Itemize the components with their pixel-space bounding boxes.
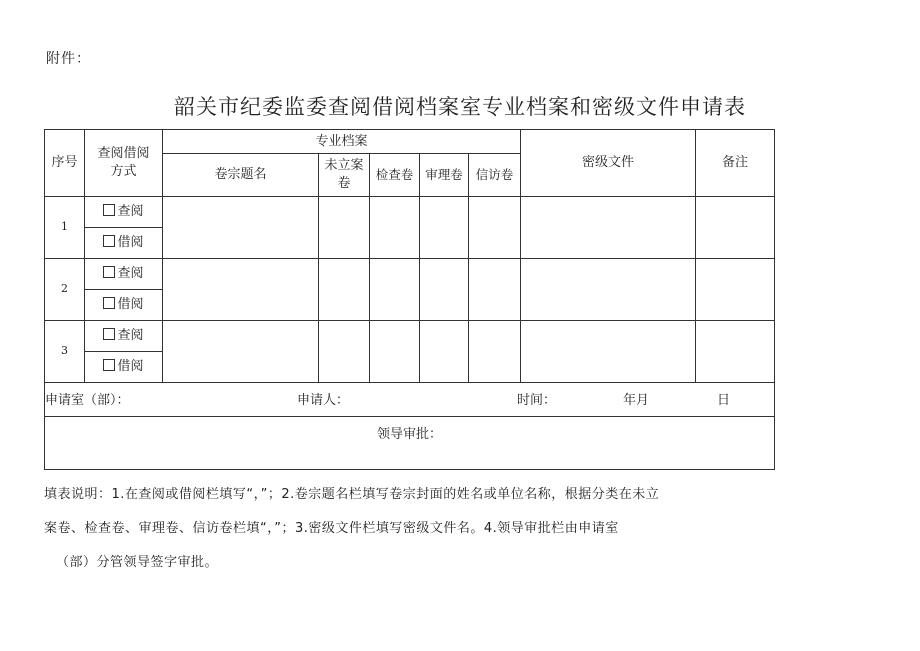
attachment-label: 附件：	[46, 51, 91, 67]
option-cell[interactable]	[85, 290, 163, 321]
row-seq: 3	[45, 321, 85, 383]
header-method-line1: 查阅借阅	[97, 146, 150, 162]
review-cell[interactable]	[420, 259, 469, 321]
application-form-table	[44, 129, 775, 470]
header-petition: 信访卷	[469, 154, 521, 197]
notes-line-1: 填表说明：1.在查阅或借阅栏填写“，”；2.卷宗题名栏填写卷宗封面的姓名或单位名称，根据分类在未立	[44, 487, 660, 502]
volume-title-cell[interactable]	[163, 259, 319, 321]
applicant-office-label: 申请室（部）：	[45, 393, 130, 408]
volume-title-cell[interactable]	[163, 197, 319, 259]
header-method	[85, 130, 163, 197]
checkbox-icon[interactable]	[103, 235, 115, 247]
header-method-line2: 方式	[110, 164, 137, 179]
classified-cell[interactable]	[521, 197, 696, 259]
notes-line-3: （部）分管领导签字审批。	[56, 555, 219, 570]
header-unfiled-line1: 未立案	[324, 158, 364, 174]
checkbox-icon[interactable]	[103, 266, 115, 278]
option-label: 查阅	[117, 204, 144, 220]
inspection-cell[interactable]	[370, 259, 420, 321]
checkbox-icon[interactable]	[103, 359, 115, 371]
option-label: 查阅	[117, 266, 144, 282]
option-label: 借阅	[117, 235, 144, 251]
option-cell[interactable]	[85, 259, 163, 290]
volume-title-cell[interactable]	[163, 321, 319, 383]
row-seq: 1	[45, 197, 85, 259]
petition-cell[interactable]	[469, 197, 521, 259]
option-label: 借阅	[117, 297, 144, 313]
header-review: 审理卷	[420, 154, 469, 197]
review-cell[interactable]	[420, 321, 469, 383]
form-title: 韶关市纪委监委查阅借阅档案室专业档案和密级文件申请表	[174, 95, 746, 119]
header-classified: 密级文件	[521, 130, 696, 197]
time-label: 时间：	[517, 393, 557, 408]
header-unfiled	[319, 154, 370, 197]
option-cell[interactable]	[85, 321, 163, 352]
option-cell[interactable]	[85, 228, 163, 259]
inspection-cell[interactable]	[370, 197, 420, 259]
remarks-cell[interactable]	[696, 321, 775, 383]
header-inspection: 检查卷	[370, 154, 420, 197]
petition-cell[interactable]	[469, 259, 521, 321]
leader-approval-label: 领导审批：	[377, 427, 443, 442]
notes-line-2: 案卷、检查卷、审理卷、信访卷栏填“，”；3.密级文件栏填写密级文件名。4.领导审批栏由申请室	[44, 521, 619, 536]
header-remarks: 备注	[696, 130, 775, 197]
inspection-cell[interactable]	[370, 321, 420, 383]
row-seq: 2	[45, 259, 85, 321]
applicant-label: 申请人：	[297, 393, 350, 408]
option-label: 查阅	[117, 328, 144, 344]
header-seq: 序号	[45, 130, 85, 197]
remarks-cell[interactable]	[696, 197, 775, 259]
remarks-cell[interactable]	[696, 259, 775, 321]
option-label: 借阅	[117, 359, 144, 375]
option-cell[interactable]	[85, 197, 163, 228]
unfiled-cell[interactable]	[319, 197, 370, 259]
option-cell[interactable]	[85, 352, 163, 383]
petition-cell[interactable]	[469, 321, 521, 383]
classified-cell[interactable]	[521, 321, 696, 383]
header-volume-title: 卷宗题名	[163, 154, 319, 197]
day-label: 日	[717, 393, 731, 408]
checkbox-icon[interactable]	[103, 297, 115, 309]
header-professional-archive: 专业档案	[163, 130, 521, 154]
review-cell[interactable]	[420, 197, 469, 259]
header-unfiled-line2: 卷	[337, 176, 351, 191]
unfiled-cell[interactable]	[319, 321, 370, 383]
year-month-label: 年月	[623, 393, 650, 408]
applicant-row[interactable]	[45, 383, 775, 417]
classified-cell[interactable]	[521, 259, 696, 321]
checkbox-icon[interactable]	[103, 204, 115, 216]
unfiled-cell[interactable]	[319, 259, 370, 321]
checkbox-icon[interactable]	[103, 328, 115, 340]
leader-approval-row[interactable]	[45, 417, 775, 470]
fill-instructions	[44, 478, 784, 580]
